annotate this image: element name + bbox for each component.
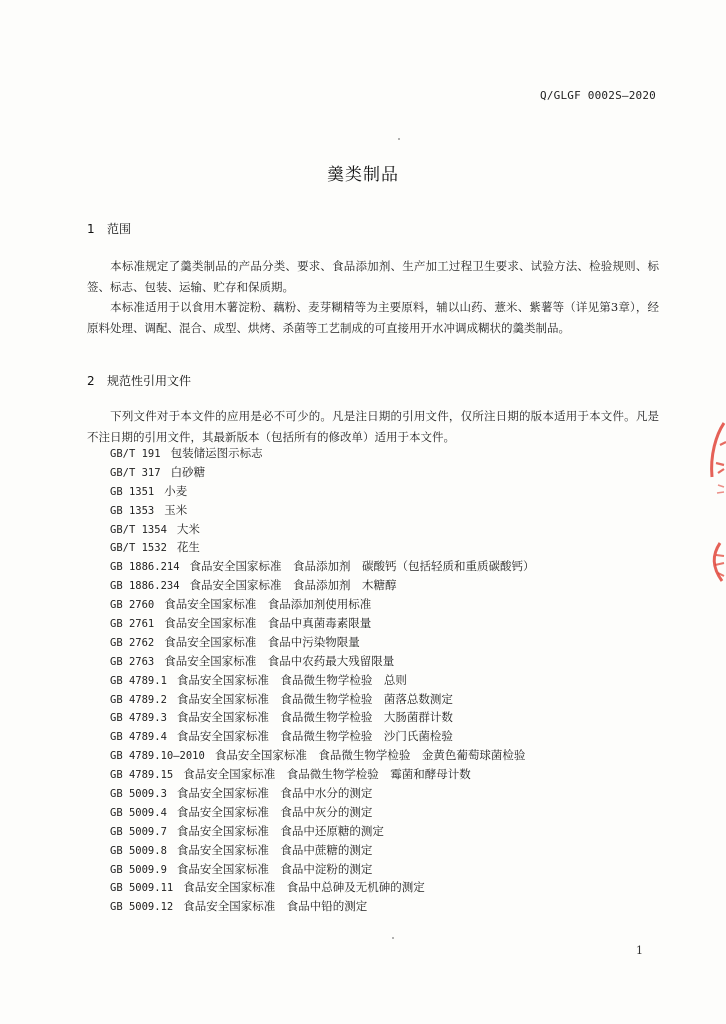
reference-code: GB 1886.214 xyxy=(110,561,180,574)
reference-title: 小麦 xyxy=(164,483,188,498)
scan-speck xyxy=(392,937,394,939)
reference-code: GB/T 317 xyxy=(110,466,161,479)
reference-code: GB 1351 xyxy=(110,485,155,498)
reference-title: 玉米 xyxy=(164,502,188,517)
reference-item xyxy=(110,878,650,897)
reference-item xyxy=(110,614,650,633)
paragraph-text: 本标准适用于以食用木薯淀粉、藕粉、麦芽糊精等为主要原料，辅以山药、薏米、紫薯等（详见第3章），经原料处理、调配、混合、成型、烘烤、杀菌等工艺制成的可直接用开水冲调成糊状的羹类制品。 xyxy=(87,300,659,335)
reference-code: GB 1353 xyxy=(110,504,155,517)
references-intro-paragraph xyxy=(87,406,659,447)
reference-title: 食品安全国家标准 食品微生物学检验 大肠菌群计数 xyxy=(176,710,453,725)
reference-item xyxy=(110,463,650,482)
reference-item xyxy=(110,822,650,841)
reference-code: GB/T 1532 xyxy=(110,542,167,555)
reference-title: 食品安全国家标准 食品中还原糖的测定 xyxy=(176,823,384,838)
reference-code: GB 2760 xyxy=(110,599,155,612)
reference-title: 食品安全国家标准 食品微生物学检验 金黄色葡萄球菌检验 xyxy=(214,748,526,763)
reference-item xyxy=(110,671,650,690)
reference-item xyxy=(110,708,650,727)
reference-item xyxy=(110,538,650,557)
reference-item xyxy=(110,746,650,765)
reference-title: 食品安全国家标准 食品中铅的测定 xyxy=(183,899,368,914)
scope-paragraph-2 xyxy=(87,297,659,338)
reference-code: GB 2761 xyxy=(110,618,155,631)
section-number: 2 xyxy=(87,374,95,388)
reference-title: 花生 xyxy=(176,540,200,555)
reference-title: 食品安全国家标准 食品微生物学检验 菌落总数测定 xyxy=(176,691,453,706)
reference-code: GB 4789.15 xyxy=(110,769,174,782)
reference-list xyxy=(110,444,650,916)
reference-code: GB 4789.1 xyxy=(110,674,167,687)
reference-code: GB 1886.234 xyxy=(110,580,180,593)
reference-item xyxy=(110,765,650,784)
reference-item xyxy=(110,444,650,463)
reference-title: 食品安全国家标准 食品微生物学检验 霉菌和酵母计数 xyxy=(183,767,471,782)
reference-code: GB/T 1354 xyxy=(110,523,167,536)
reference-title: 食品安全国家标准 食品添加剂使用标准 xyxy=(164,597,372,612)
page-number: 1 xyxy=(636,944,643,957)
reference-code: GB 4789.3 xyxy=(110,712,167,725)
reference-title: 食品安全国家标准 食品中淀粉的测定 xyxy=(176,861,373,876)
reference-item xyxy=(110,897,650,916)
reference-item xyxy=(110,576,650,595)
standard-code: Q/GLGF 0002S—2020 xyxy=(540,89,656,102)
reference-code: GB 5009.8 xyxy=(110,844,167,857)
scan-speck xyxy=(398,138,400,140)
reference-item xyxy=(110,557,650,576)
reference-title: 食品安全国家标准 食品中农药最大残留限量 xyxy=(164,653,395,668)
reference-code: GB 5009.12 xyxy=(110,901,174,914)
section-heading-normative-references xyxy=(87,372,191,389)
reference-code: GB 5009.7 xyxy=(110,825,167,838)
reference-code: GB 2763 xyxy=(110,655,155,668)
reference-item xyxy=(110,690,650,709)
reference-title: 食品安全国家标准 食品中灰分的测定 xyxy=(176,804,373,819)
reference-item xyxy=(110,520,650,539)
reference-title: 食品安全国家标准 食品中真菌毒素限量 xyxy=(164,616,372,631)
reference-title: 包装储运图示标志 xyxy=(170,446,263,460)
reference-title: 大米 xyxy=(176,521,200,536)
reference-item xyxy=(110,501,650,520)
reference-title: 食品安全国家标准 食品中污染物限量 xyxy=(164,634,360,649)
reference-title: 食品安全国家标准 食品中水分的测定 xyxy=(176,786,373,801)
reference-item xyxy=(110,595,650,614)
reference-item xyxy=(110,784,650,803)
reference-code: GB/T 191 xyxy=(110,448,161,460)
reference-code: GB 2762 xyxy=(110,636,155,649)
reference-item xyxy=(110,727,650,746)
reference-title: 食品安全国家标准 食品微生物学检验 总则 xyxy=(176,672,407,687)
reference-code: GB 4789.2 xyxy=(110,693,167,706)
reference-item xyxy=(110,633,650,652)
section-title: 规范性引用文件 xyxy=(107,374,192,388)
reference-title: 食品安全国家标准 食品添加剂 木糖醇 xyxy=(189,578,397,593)
reference-title: 食品安全国家标准 食品中蔗糖的测定 xyxy=(176,842,373,857)
reference-code: GB 5009.3 xyxy=(110,788,167,801)
reference-item xyxy=(110,860,650,879)
paragraph-text: 下列文件对于本文件的应用是必不可少的。凡是注日期的引用文件，仅所注日期的版本适用于本文件。凡是不注日期的引用文件，其最新版本（包括所有的修改单）适用于本文件。 xyxy=(87,409,659,444)
reference-code: GB 5009.9 xyxy=(110,863,167,876)
reference-item xyxy=(110,652,650,671)
paragraph-text: 本标准规定了羹类制品的产品分类、要求、食品添加剂、生产加工过程卫生要求、试验方法、检验规则、标签、标志、包装、运输、贮存和保质期。 xyxy=(87,259,659,294)
section-number: 1 xyxy=(87,222,95,236)
reference-item xyxy=(110,803,650,822)
reference-title: 食品安全国家标准 食品添加剂 碳酸钙（包括轻质和重质碳酸钙） xyxy=(189,559,535,574)
reference-title: 白砂糖 xyxy=(170,464,206,479)
reference-code: GB 5009.4 xyxy=(110,806,167,819)
document-title: 羹类制品 xyxy=(327,165,399,185)
reference-title: 食品安全国家标准 食品中总砷及无机砷的测定 xyxy=(183,880,425,895)
reference-code: GB 4789.4 xyxy=(110,731,167,744)
reference-title: 食品安全国家标准 食品微生物学检验 沙门氏菌检验 xyxy=(176,729,453,744)
reference-item xyxy=(110,482,650,501)
section-title: 范围 xyxy=(107,222,132,236)
reference-code: GB 4789.10—2010 xyxy=(110,750,205,763)
reference-code: GB 5009.11 xyxy=(110,882,174,895)
reference-item xyxy=(110,841,650,860)
scope-paragraph-1 xyxy=(87,256,659,297)
red-seal-stamp-edge xyxy=(698,415,726,585)
section-heading-scope xyxy=(87,220,131,237)
